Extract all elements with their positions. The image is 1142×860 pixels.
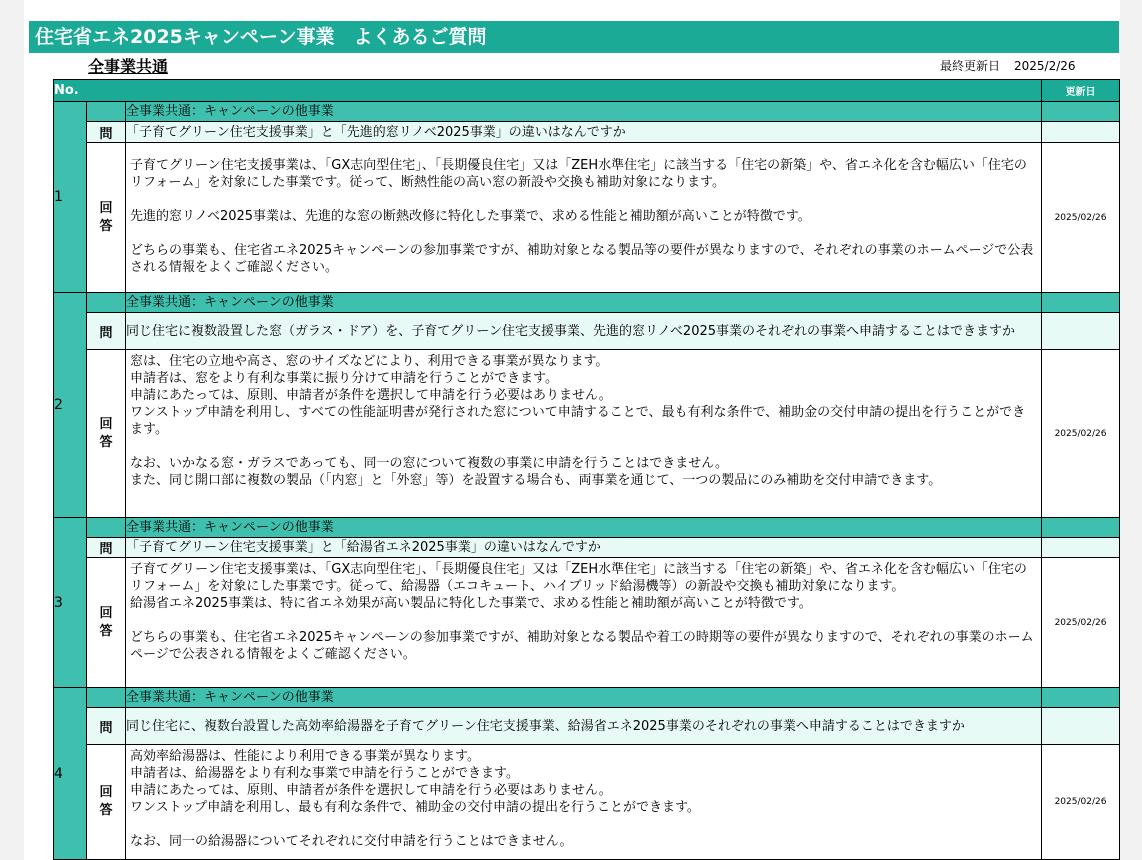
faq-category-row — [54, 688, 1120, 708]
last-updated-value: 2025/2/26 — [1014, 59, 1076, 73]
faq-number: 4 — [54, 688, 87, 860]
table-header-row — [54, 80, 1120, 102]
column-header-no: No. — [54, 80, 1042, 102]
section-title: 全事業共通 — [88, 57, 169, 76]
faq-answer: 窓は、住宅の立地や高さ、窓のサイズなどにより、利用できる事業が異なります。 申請者は、窓をより有利な事業に振り分けて申請を行うことができます。 申請にあたっては、原則、申請者が条件を選択して申請を行う必要はありません。 ワンストップ申請を利用し、すべての性能証明書が発行された窓について申請することで、最も有利な条件で、補助金の交付申請の提出を行うことができます。 なお、いかなる窓・ガラスであっても、同一の窓について複数の事業に申請を行うことはできません。 また、同じ開口部に複数の製品（「内窓」と「外窓」等）を設置する場合も、両事業を通じて、一つの製品にのみ補助を交付申請できます。 — [126, 350, 1042, 518]
faq-category-row — [54, 293, 1120, 313]
faq-question-row — [54, 538, 1120, 558]
faq-question: 「子育てグリーン住宅支援事業」と「給湯省エネ2025事業」の違いはなんですか — [126, 538, 1042, 558]
faq-updated-date: 2025/02/26 — [1042, 558, 1120, 688]
question-label: 問 — [87, 538, 126, 558]
faq-category: 全事業共通：キャンペーンの他事業 — [126, 102, 1042, 122]
faq-category-row — [54, 102, 1120, 122]
faq-category-row — [54, 518, 1120, 538]
faq-question: 同じ住宅に複数設置した窓（ガラス・ドア）を、子育てグリーン住宅支援事業、先進的窓リノベ2025事業のそれぞれの事業へ申請することはできますか — [126, 313, 1042, 350]
faq-category: 全事業共通：キャンペーンの他事業 — [126, 293, 1042, 313]
answer-label: 回 答 — [87, 558, 126, 688]
faq-answer: 子育てグリーン住宅支援事業は、「GX志向型住宅」、「長期優良住宅」又は「ZEH水準住宅」に該当する「住宅の新築」や、省エネ化を含む幅広い「住宅のリフォーム」を対象にした事業です。従って、給湯器（エコキュート、ハイブリッド給湯機等）の新設や交換も補助対象になります。 給湯省エネ2025事業は、特に省エネ効果が高い製品に特化した事業で、求める性能と補助額が高いことが特徴です。 どちらの事業も、住宅省エネ2025キャンペーンの参加事業ですが、補助対象となる製品や着工の時期等の要件が異なりますので、それぞれの事業のホームページで公表される情報をよくご確認ください。 — [126, 558, 1042, 688]
question-label: 問 — [87, 313, 126, 350]
faq-question-row — [54, 313, 1120, 350]
page-title: 住宅省エネ2025キャンペーン事業 よくあるご質問 — [29, 21, 1119, 53]
faq-category: 全事業共通：キャンペーンの他事業 — [126, 688, 1042, 708]
faq-answer-row — [54, 143, 1120, 293]
faq-answer: 子育てグリーン住宅支援事業は、「GX志向型住宅」、「長期優良住宅」又は「ZEH水準住宅」に該当する「住宅の新築」や、省エネ化を含む幅広い「住宅のリフォーム」を対象にした事業です。従って、断熱性能の高い窓の新設や交換も補助対象になります。 先進的窓リノベ2025事業は、先進的な窓の断熱改修に特化した事業で、求める性能と補助額が高いことが特徴です。 どちらの事業も、住宅省エネ2025キャンペーンの参加事業ですが、補助対象となる製品等の要件が異なりますので、それぞれの事業のホームページで公表される情報をよくご確認ください。 — [126, 143, 1042, 293]
column-header-updated: 更新日 — [1042, 80, 1120, 102]
faq-number: 1 — [54, 102, 87, 293]
faq-question-row — [54, 708, 1120, 745]
faq-question-row — [54, 122, 1120, 143]
faq-updated-date: 2025/02/26 — [1042, 350, 1120, 518]
answer-label: 回 答 — [87, 745, 126, 860]
faq-answer-row — [54, 350, 1120, 518]
faq-updated-date: 2025/02/26 — [1042, 143, 1120, 293]
faq-answer-row — [54, 745, 1120, 860]
faq-question: 同じ住宅に、複数台設置した高効率給湯器を子育てグリーン住宅支援事業、給湯省エネ2025事業のそれぞれの事業へ申請することはできますか — [126, 708, 1042, 745]
faq-number: 2 — [54, 293, 87, 518]
faq-answer: 高効率給湯器は、性能により利用できる事業が異なります。 申請者は、給湯器をより有利な事業で申請を行うことができます。 申請にあたっては、原則、申請者が条件を選択して申請を行う必要はありません。 ワンストップ申請を利用し、最も有利な条件で、補助金の交付申請の提出を行うことができます。 なお、同一の給湯器についてそれぞれに交付申請を行うことはできません。 — [126, 745, 1042, 860]
faq-answer-row — [54, 558, 1120, 688]
faq-table — [53, 79, 1120, 860]
faq-question: 「子育てグリーン住宅支援事業」と「先進的窓リノベ2025事業」の違いはなんですか — [126, 122, 1042, 143]
answer-label: 回 答 — [87, 143, 126, 293]
faq-category: 全事業共通：キャンペーンの他事業 — [126, 518, 1042, 538]
last-updated — [940, 57, 1090, 75]
question-label: 問 — [87, 708, 126, 745]
faq-updated-date: 2025/02/26 — [1042, 745, 1120, 860]
answer-label: 回 答 — [87, 350, 126, 518]
faq-number: 3 — [54, 518, 87, 688]
last-updated-label: 最終更新日 — [940, 59, 1001, 73]
question-label: 問 — [87, 122, 126, 143]
